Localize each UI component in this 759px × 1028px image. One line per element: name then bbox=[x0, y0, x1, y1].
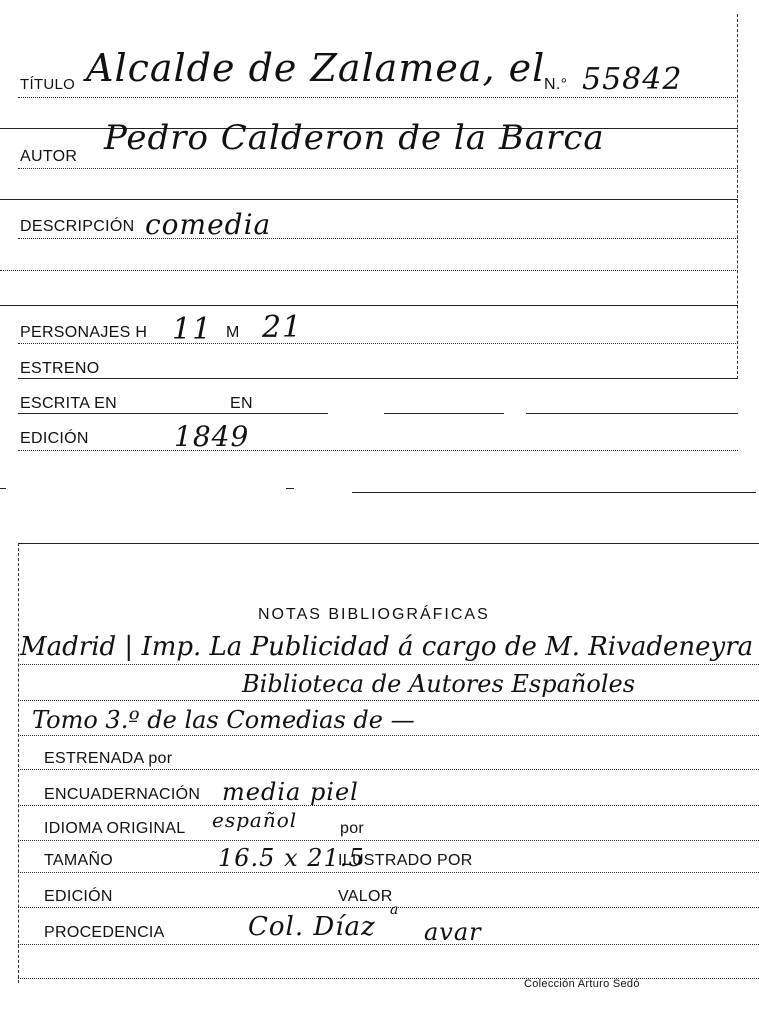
personajes-label: PERSONAJES H bbox=[20, 324, 148, 341]
rule bbox=[18, 840, 759, 841]
tamano-value: 16.5 x 21.5 bbox=[218, 844, 365, 872]
notas-line3: Tomo 3.º de las Comedias de — bbox=[32, 706, 415, 734]
numero-label: N.° bbox=[544, 76, 568, 93]
descripcion-label: DESCRIPCIÓN bbox=[20, 218, 135, 235]
rule bbox=[18, 343, 738, 344]
estrenada-label: ESTRENADA por bbox=[44, 750, 173, 767]
rule bbox=[384, 413, 504, 414]
rule bbox=[18, 907, 759, 908]
titulo-value: Alcalde de Zalamea, el bbox=[86, 46, 546, 90]
encuadernacion-value: media piel bbox=[222, 778, 359, 806]
rule bbox=[18, 872, 759, 873]
rule bbox=[18, 805, 759, 806]
rule bbox=[526, 413, 738, 414]
rule bbox=[18, 664, 759, 665]
en-label: EN bbox=[230, 395, 253, 412]
procedencia-label: PROCEDENCIA bbox=[44, 924, 165, 941]
notas-line1: Madrid | Imp. La Publicidad á cargo de M. Rivadeneyra bbox=[20, 632, 754, 662]
autor-value: Pedro Calderon de la Barca bbox=[104, 118, 605, 158]
coleccion-footer: Colección Arturo Sedó bbox=[524, 978, 640, 990]
escrita-en-label: ESCRITA EN bbox=[20, 395, 117, 412]
procedencia-value-superscript: a bbox=[390, 902, 400, 918]
rule bbox=[0, 488, 6, 489]
numero-value: 55842 bbox=[582, 62, 683, 97]
notas-heading: NOTAS BIBLIOGRÁFICAS bbox=[258, 606, 490, 623]
edicion-value: 1849 bbox=[174, 420, 250, 453]
personajes-m-value: 21 bbox=[262, 310, 303, 345]
personajes-h-value: 11 bbox=[172, 312, 213, 347]
rule bbox=[18, 944, 759, 945]
card-top-edge bbox=[18, 543, 759, 544]
rule bbox=[352, 492, 756, 493]
rule bbox=[18, 378, 738, 379]
ilustrado-label: ILUSTRADO POR bbox=[338, 852, 473, 869]
notas-line2: Biblioteca de Autores Españoles bbox=[242, 670, 636, 698]
rule bbox=[0, 270, 738, 271]
autor-label: AUTOR bbox=[20, 148, 78, 165]
rule bbox=[18, 978, 759, 979]
idioma-value: español bbox=[212, 808, 298, 832]
valor-label: VALOR bbox=[338, 888, 393, 905]
edicion-label: EDICIÓN bbox=[20, 430, 89, 447]
card-right-edge bbox=[737, 14, 738, 379]
rule bbox=[18, 168, 738, 169]
rule bbox=[18, 238, 738, 239]
estreno-label: ESTRENO bbox=[20, 360, 100, 377]
personajes-m-label: M bbox=[226, 324, 240, 341]
rule bbox=[18, 97, 738, 98]
rule bbox=[0, 199, 738, 200]
edicion-label-2: EDICIÓN bbox=[44, 888, 113, 905]
rule bbox=[18, 735, 759, 736]
procedencia-value: Col. Díaz bbox=[248, 912, 376, 942]
idioma-label: IDIOMA ORIGINAL bbox=[44, 820, 186, 837]
encuadernacion-label: ENCUADERNACIÓN bbox=[44, 786, 201, 803]
idioma-por-label: por bbox=[340, 820, 365, 837]
rule bbox=[286, 488, 294, 489]
titulo-label: TÍTULO bbox=[20, 76, 76, 93]
descripcion-value: comedia bbox=[145, 208, 272, 241]
rule bbox=[0, 305, 738, 306]
rule bbox=[18, 769, 759, 770]
rule bbox=[18, 450, 738, 451]
rule bbox=[18, 700, 759, 701]
procedencia-value-end: avar bbox=[424, 918, 482, 946]
card-left-edge bbox=[18, 543, 19, 983]
rule bbox=[18, 413, 328, 414]
tamano-label: TAMAÑO bbox=[44, 852, 114, 869]
